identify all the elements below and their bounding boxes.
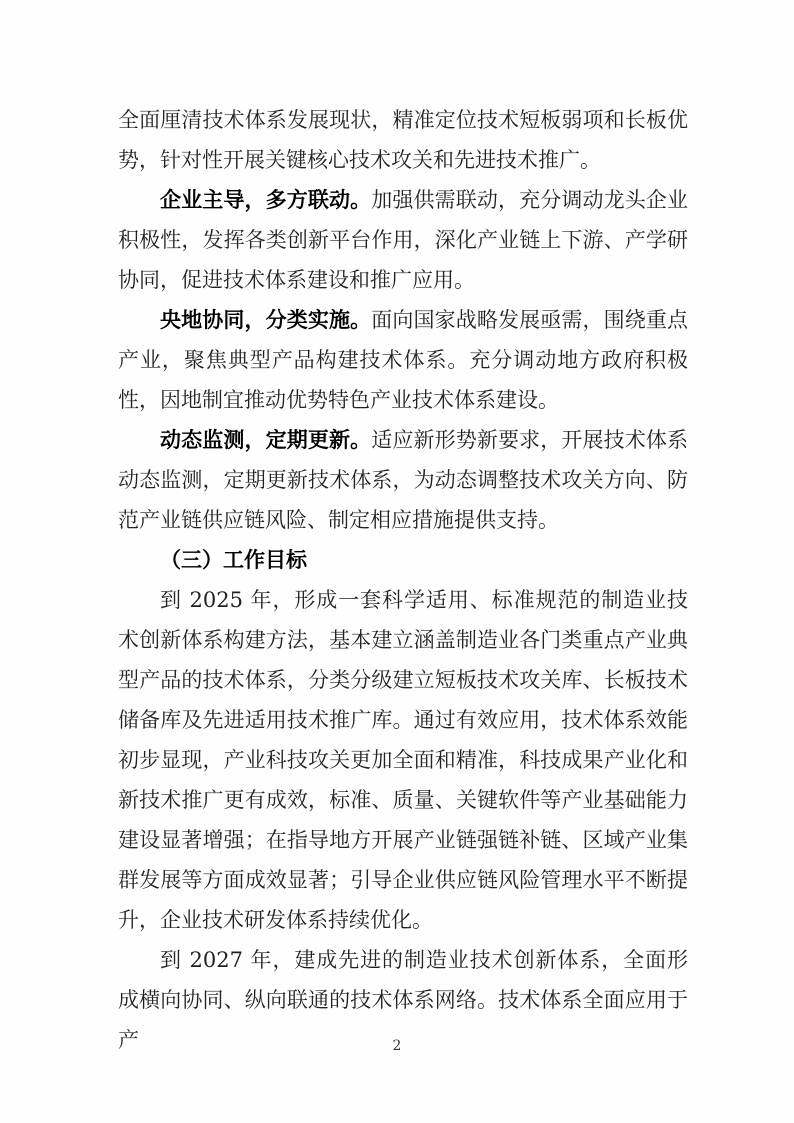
text-run: 到 2027 年，建成先进的制造业技术创新体系，全面形成横向协同、纵向联通的技术体系网络。技术体系全面应用于产	[118, 948, 688, 1052]
document-body	[118, 100, 688, 1060]
page-number: 2	[392, 1038, 402, 1054]
emphasis-run: （三）工作目标	[160, 547, 307, 572]
paragraph	[118, 580, 688, 940]
paragraph	[118, 420, 688, 540]
text-run: 加强供需联动，充分调动龙头企业积极性，发挥各类创新平台作用，深化产业链上下游、产学研协同，促进技术体系建设和推广应用。	[118, 188, 688, 292]
text-run: 面向国家战略发展亟需，围绕重点产业，聚焦典型产品构建技术体系。充分调动地方政府积极性，因地制宜推动优势特色产业技术体系建设。	[118, 308, 688, 412]
emphasis-run: 央地协同，分类实施。	[160, 307, 372, 332]
paragraph	[118, 300, 688, 420]
paragraph	[118, 180, 688, 300]
section-heading	[118, 540, 688, 580]
page-footer	[0, 1036, 794, 1056]
text-run: 全面厘清技术体系发展现状，精准定位技术短板弱项和长板优势，针对性开展关键核心技术攻关和先进技术推广。	[118, 108, 688, 172]
emphasis-run: 企业主导，多方联动。	[160, 187, 372, 212]
emphasis-run: 动态监测，定期更新。	[160, 427, 372, 452]
text-run: 到 2025 年，形成一套科学适用、标准规范的制造业技术创新体系构建方法，基本建立涵盖制造业各门类重点产业典型产品的技术体系，分类分级建立短板技术攻关库、长板技术储备库及先进适用技术推广库。通过有效应用，技术体系效能初步显现，产业科技攻关更加全面和精准，科技成果产业化和新技术推广更有成效，标准、质量、关键软件等产业基础能力建设显著增强；在指导地方开展产业链强链补链、区域产业集群发展等方面成效显著；引导企业供应链风险管理水平不断提升，企业技术研发体系持续优化。	[118, 588, 688, 932]
text-run: 适应新形势新要求，开展技术体系动态监测，定期更新技术体系，为动态调整技术攻关方向、防范产业链供应链风险、制定相应措施提供支持。	[118, 428, 688, 532]
paragraph	[118, 100, 688, 180]
